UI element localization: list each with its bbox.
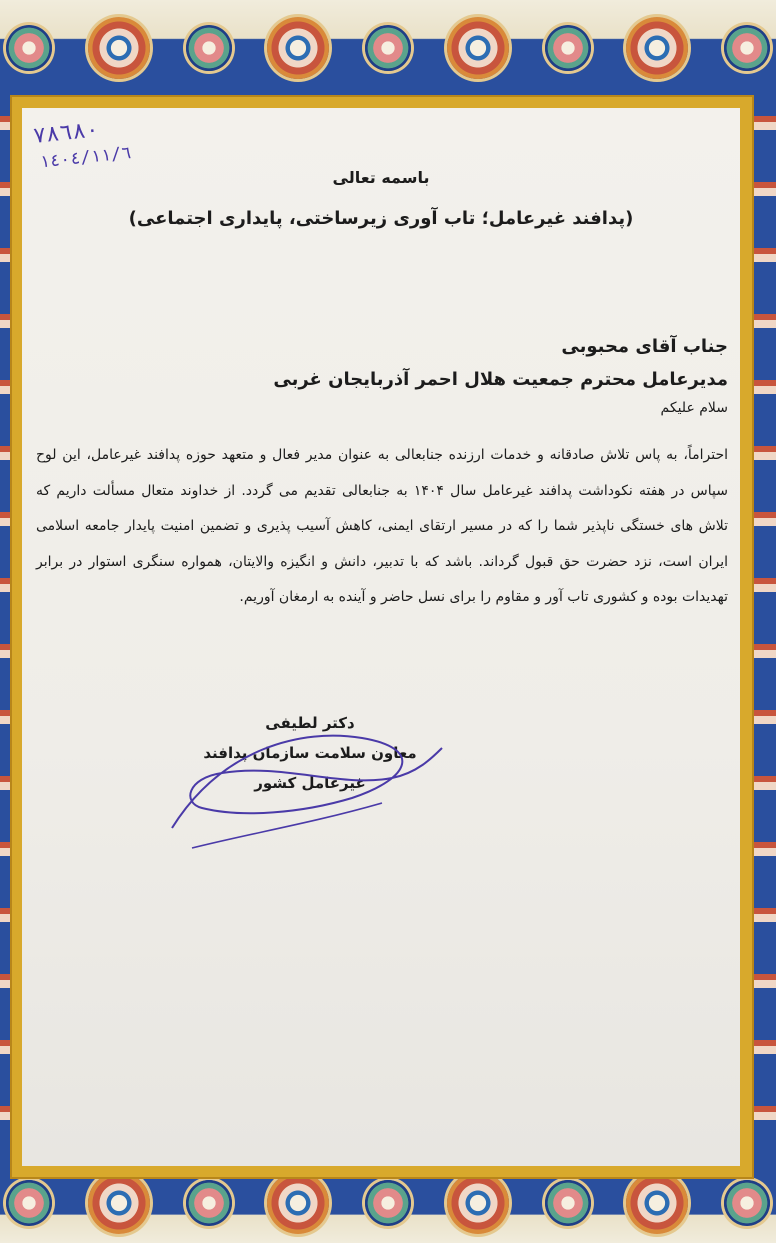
floral-medallion-icon <box>88 17 150 79</box>
floral-medallion-icon <box>88 1172 150 1234</box>
recipient-title: جناب آقای محبوبی <box>561 336 728 357</box>
top-ornament-border <box>0 0 776 96</box>
signatory-name: دکتر لطیفی <box>265 714 355 732</box>
signature-block <box>180 708 440 798</box>
signatory-title-line1: معاون سلامت سازمان پدافند <box>203 744 417 762</box>
floral-medallion-icon <box>267 17 329 79</box>
invocation: باسمه تعالی <box>332 168 430 187</box>
recipient-position: مدیرعامل محترم جمعیت هلال احمر آذربایجان غربی <box>273 369 728 390</box>
floral-medallion-icon <box>447 1172 509 1234</box>
floral-medallion-icon <box>267 1172 329 1234</box>
floral-ornament-icon <box>6 1180 52 1226</box>
floral-ornament-icon <box>6 25 52 71</box>
handwritten-date: ١٤٠٤/١١/٦ <box>38 142 133 173</box>
floral-ornament-icon <box>365 1180 411 1226</box>
floral-medallion-icon <box>447 17 509 79</box>
letter-body: احتراماً، به پاس تلاش صادقانه و خدمات ارزنده جنابعالی به عنوان مدیر فعال و متعهد حوزه پدافند غیرعامل، این لوح سپاس در هفته نکوداشت پدافند غیرعامل سال ۱۴۰۴ به جنابعالی تقدیم می گردد. از خداوند متعال مسألت داریم که تلاش های خستگی ناپذیر شما را که در مسیر ارتقای ایمنی، کاهش آسیب پذیری و تضمین امنیت پایدار جامعه اسلامی ایران است، نزد حضرت حق قبول گرداند. باشد که با تدبیر، دانش و انگیزه والایتان، همواره سنگری استوار در برابر تهدیدات بوده و کشوری تاب آور و مقاوم را برای نسل حاضر و آینده به ارمغان آوریم. <box>36 447 728 605</box>
floral-ornament-icon <box>186 1180 232 1226</box>
letter-headline: (پدافند غیرعامل؛ تاب آوری زیرساختی، پایداری اجتماعی) <box>128 208 634 229</box>
floral-ornament-icon <box>545 25 591 71</box>
floral-ornament-icon <box>724 25 770 71</box>
recipient-block <box>34 336 728 416</box>
signatory-title-line2: غیرعامل کشور <box>254 774 366 792</box>
handwritten-reference <box>32 113 133 173</box>
handwritten-number: ٧٨٦٨٠ <box>31 117 101 150</box>
floral-medallion-icon <box>626 1172 688 1234</box>
floral-ornament-icon <box>365 25 411 71</box>
letter-paper <box>22 108 740 1166</box>
floral-ornament-icon <box>186 25 232 71</box>
greeting: سلام علیکم <box>660 400 728 416</box>
floral-ornament-icon <box>545 1180 591 1226</box>
floral-ornament-icon <box>724 1180 770 1226</box>
floral-medallion-icon <box>626 17 688 79</box>
